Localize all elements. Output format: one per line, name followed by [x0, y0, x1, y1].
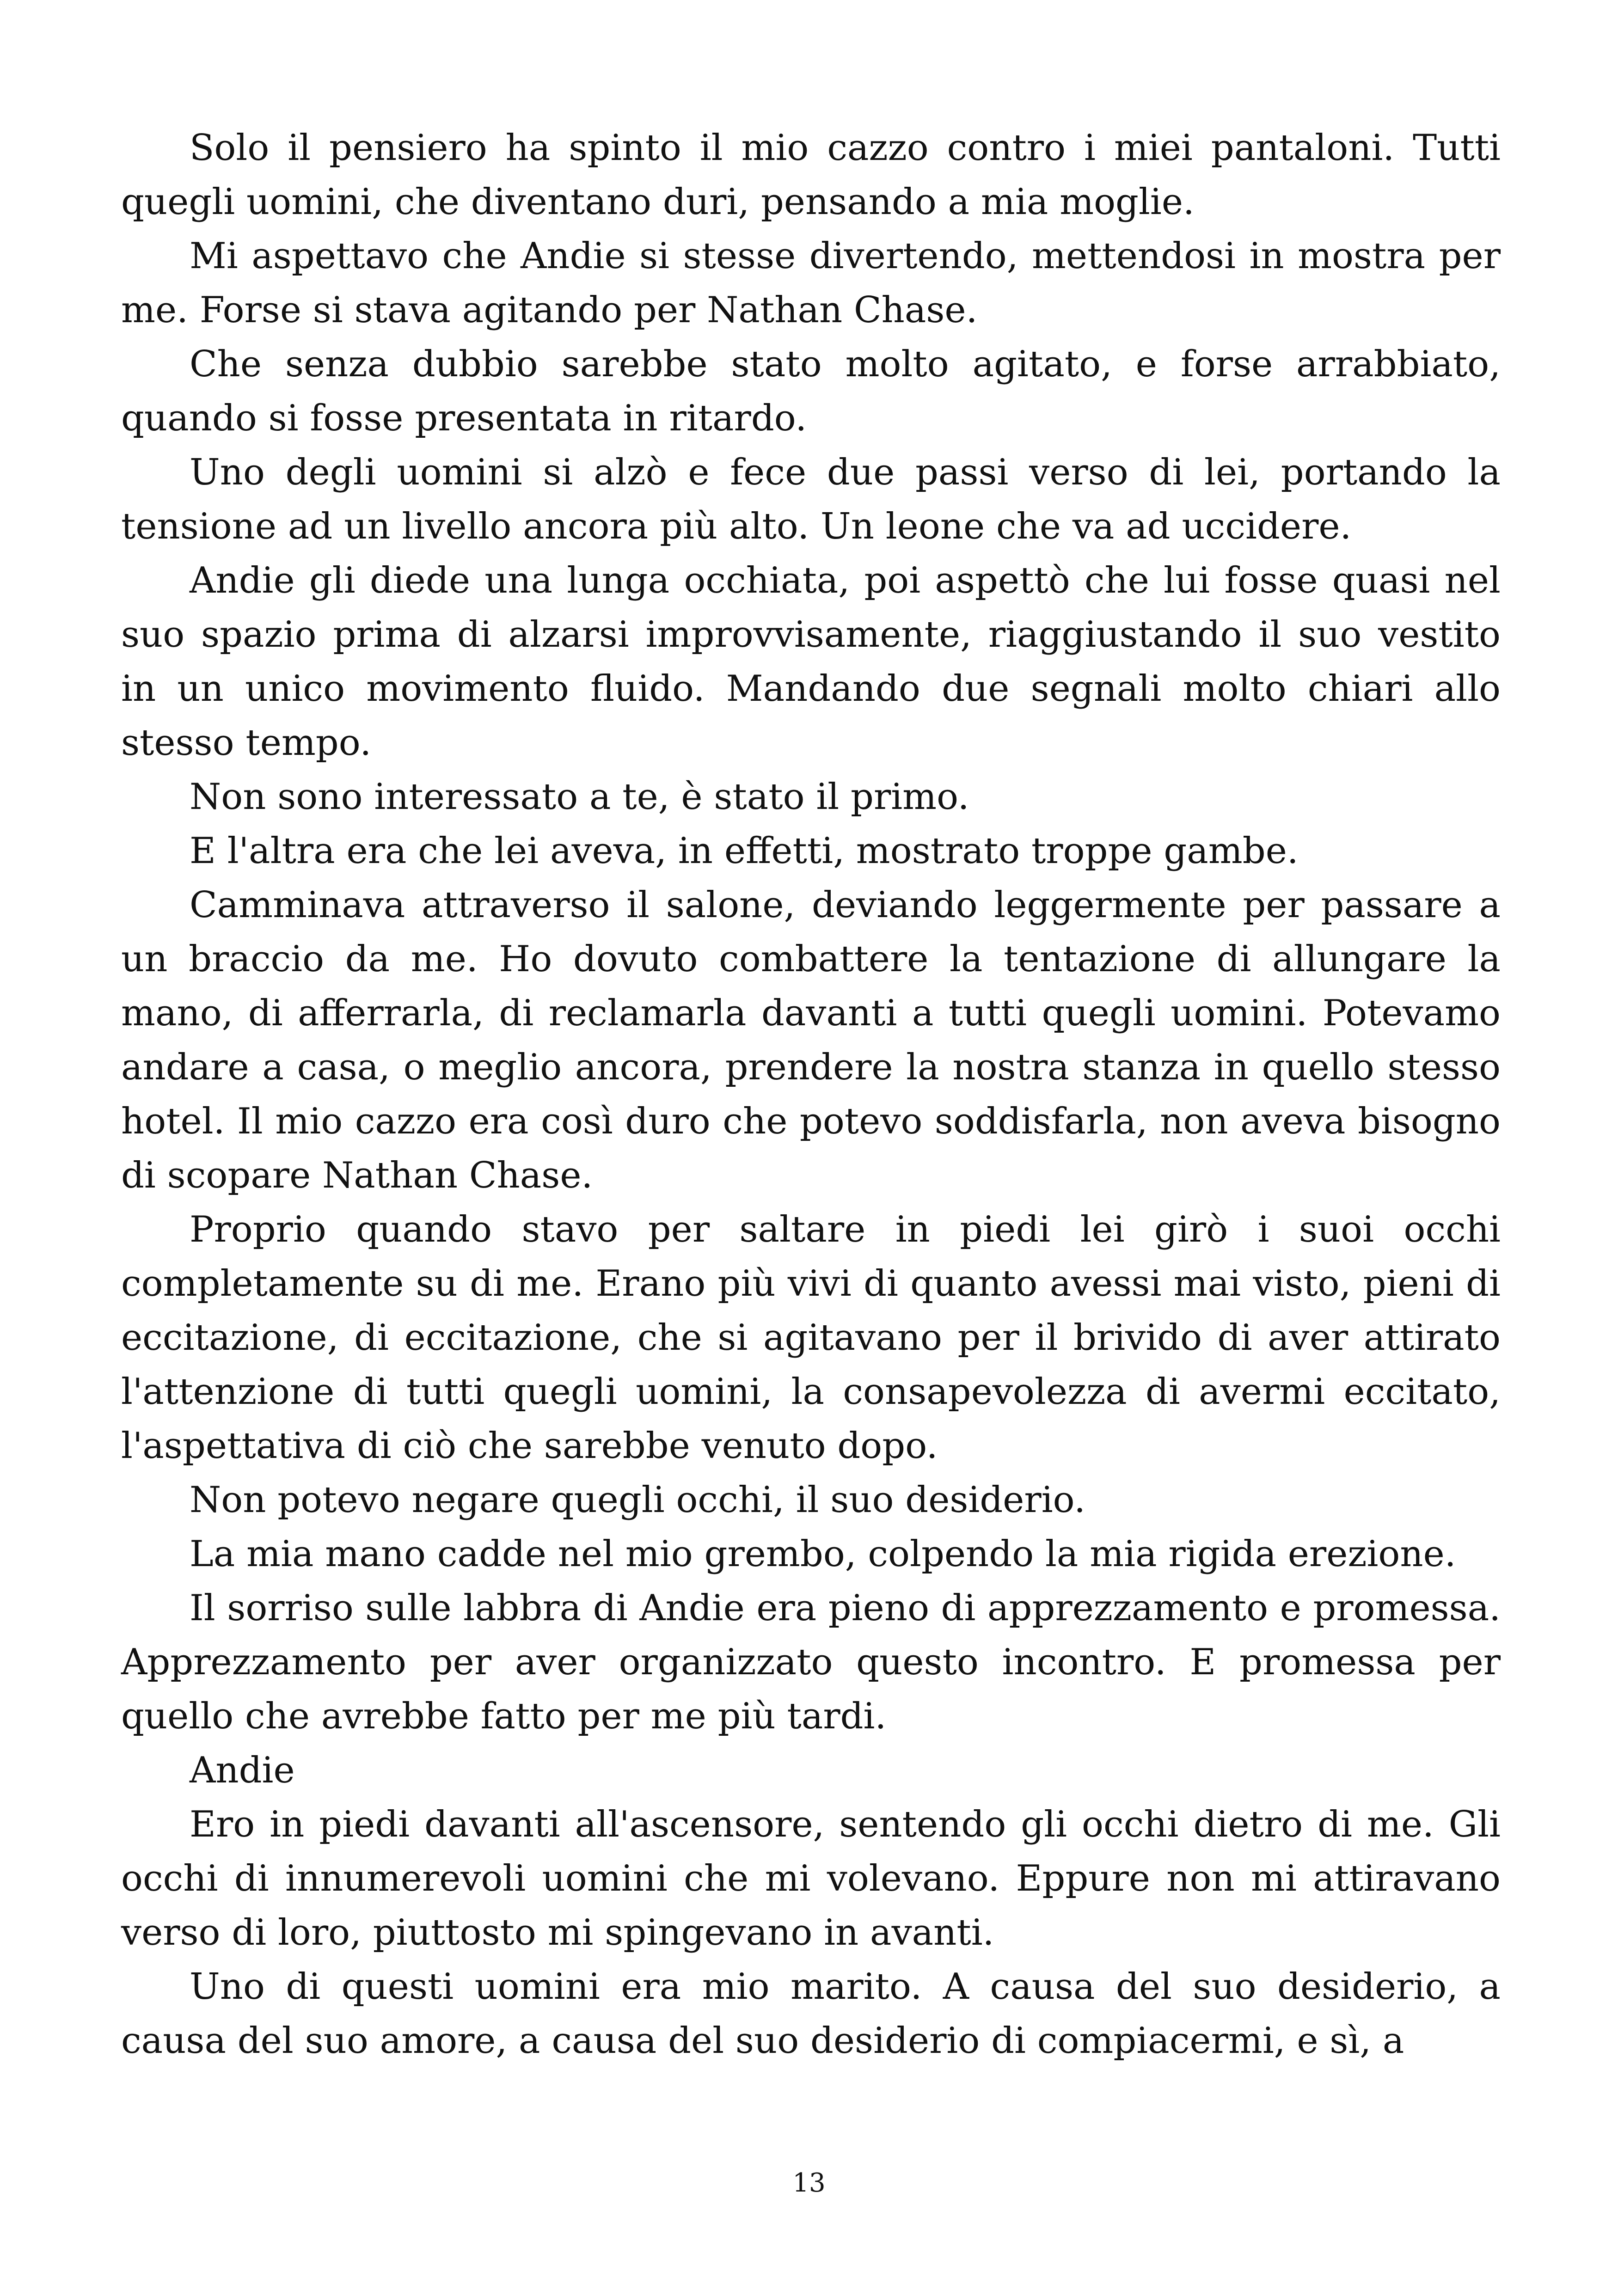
paragraph: Andie gli diede una lunga occhiata, poi aspettò che lui fosse quasi nel suo spazio prima di alzarsi improvvisamente, riaggiustando il suo vestito in un unico movimento fluido. Mandando due segnali molto chiari allo stesso tempo.: [121, 560, 1501, 764]
paragraph: Non sono interessato a te, è stato il primo.: [190, 776, 969, 818]
paragraph: E l'altra era che lei aveva, in effetti, mostrato troppe gambe.: [190, 830, 1299, 872]
page-body: [121, 121, 1501, 2155]
paragraph: Mi aspettavo che Andie si stesse divertendo, mettendosi in mostra per me. Forse si stava agitando per Nathan Chase.: [121, 235, 1501, 331]
paragraph: Che senza dubbio sarebbe stato molto agitato, e forse arrabbiato, quando si fosse presentata in ritardo.: [121, 343, 1501, 439]
paragraph: Proprio quando stavo per saltare in piedi lei girò i suoi occhi completamente su di me. Erano più vivi di quanto avessi mai visto, pieni di eccitazione, di eccitazione, che si agitavano per il brivido di aver attirato l'attenzione di tutti quegli uomini, la consapevolezza di avermi eccitato, l'aspettativa di ciò che sarebbe venuto dopo.: [121, 1209, 1501, 1467]
paragraph: Ero in piedi davanti all'ascensore, sentendo gli occhi dietro di me. Gli occhi di innumerevoli uomini che mi volevano. Eppure non mi attiravano verso di loro, piuttosto mi spingevano in avanti.: [121, 1804, 1501, 1953]
paragraph: Uno di questi uomini era mio marito. A causa del suo desiderio, a causa del suo amore, a causa del suo desiderio di compiacermi, e sì, a: [121, 1966, 1501, 2062]
paragraph: Solo il pensiero ha spinto il mio cazzo contro i miei pantaloni. Tutti quegli uomini, che diventano duri, pensando a mia moglie.: [121, 127, 1501, 223]
paragraph: Il sorriso sulle labbra di Andie era pieno di apprezzamento e promessa. Apprezzamento per aver organizzato questo incontro. E promessa per quello che avrebbe fatto per me più tardi.: [121, 1587, 1501, 1737]
section-heading: Andie: [190, 1750, 295, 1791]
paragraph: Non potevo negare quegli occhi, il suo desiderio.: [190, 1479, 1086, 1521]
paragraph: Camminava attraverso il salone, deviando leggermente per passare a un braccio da me. Ho dovuto combattere la tentazione di allungare la mano, di afferrarla, di reclamarla davanti a tutti quegli uomini. Potevamo andare a casa, o meglio ancora, prendere la nostra stanza in quello stesso hotel. Il mio cazzo era così duro che potevo soddisfarla, non aveva bisogno di scopare Nathan Chase.: [121, 884, 1501, 1196]
page-number: 13: [792, 2168, 826, 2198]
paragraph: Uno degli uomini si alzò e fece due passi verso di lei, portando la tensione ad un livello ancora più alto. Un leone che va ad uccidere.: [121, 452, 1501, 547]
paragraph: La mia mano cadde nel mio grembo, colpendo la mia rigida erezione.: [190, 1533, 1456, 1575]
